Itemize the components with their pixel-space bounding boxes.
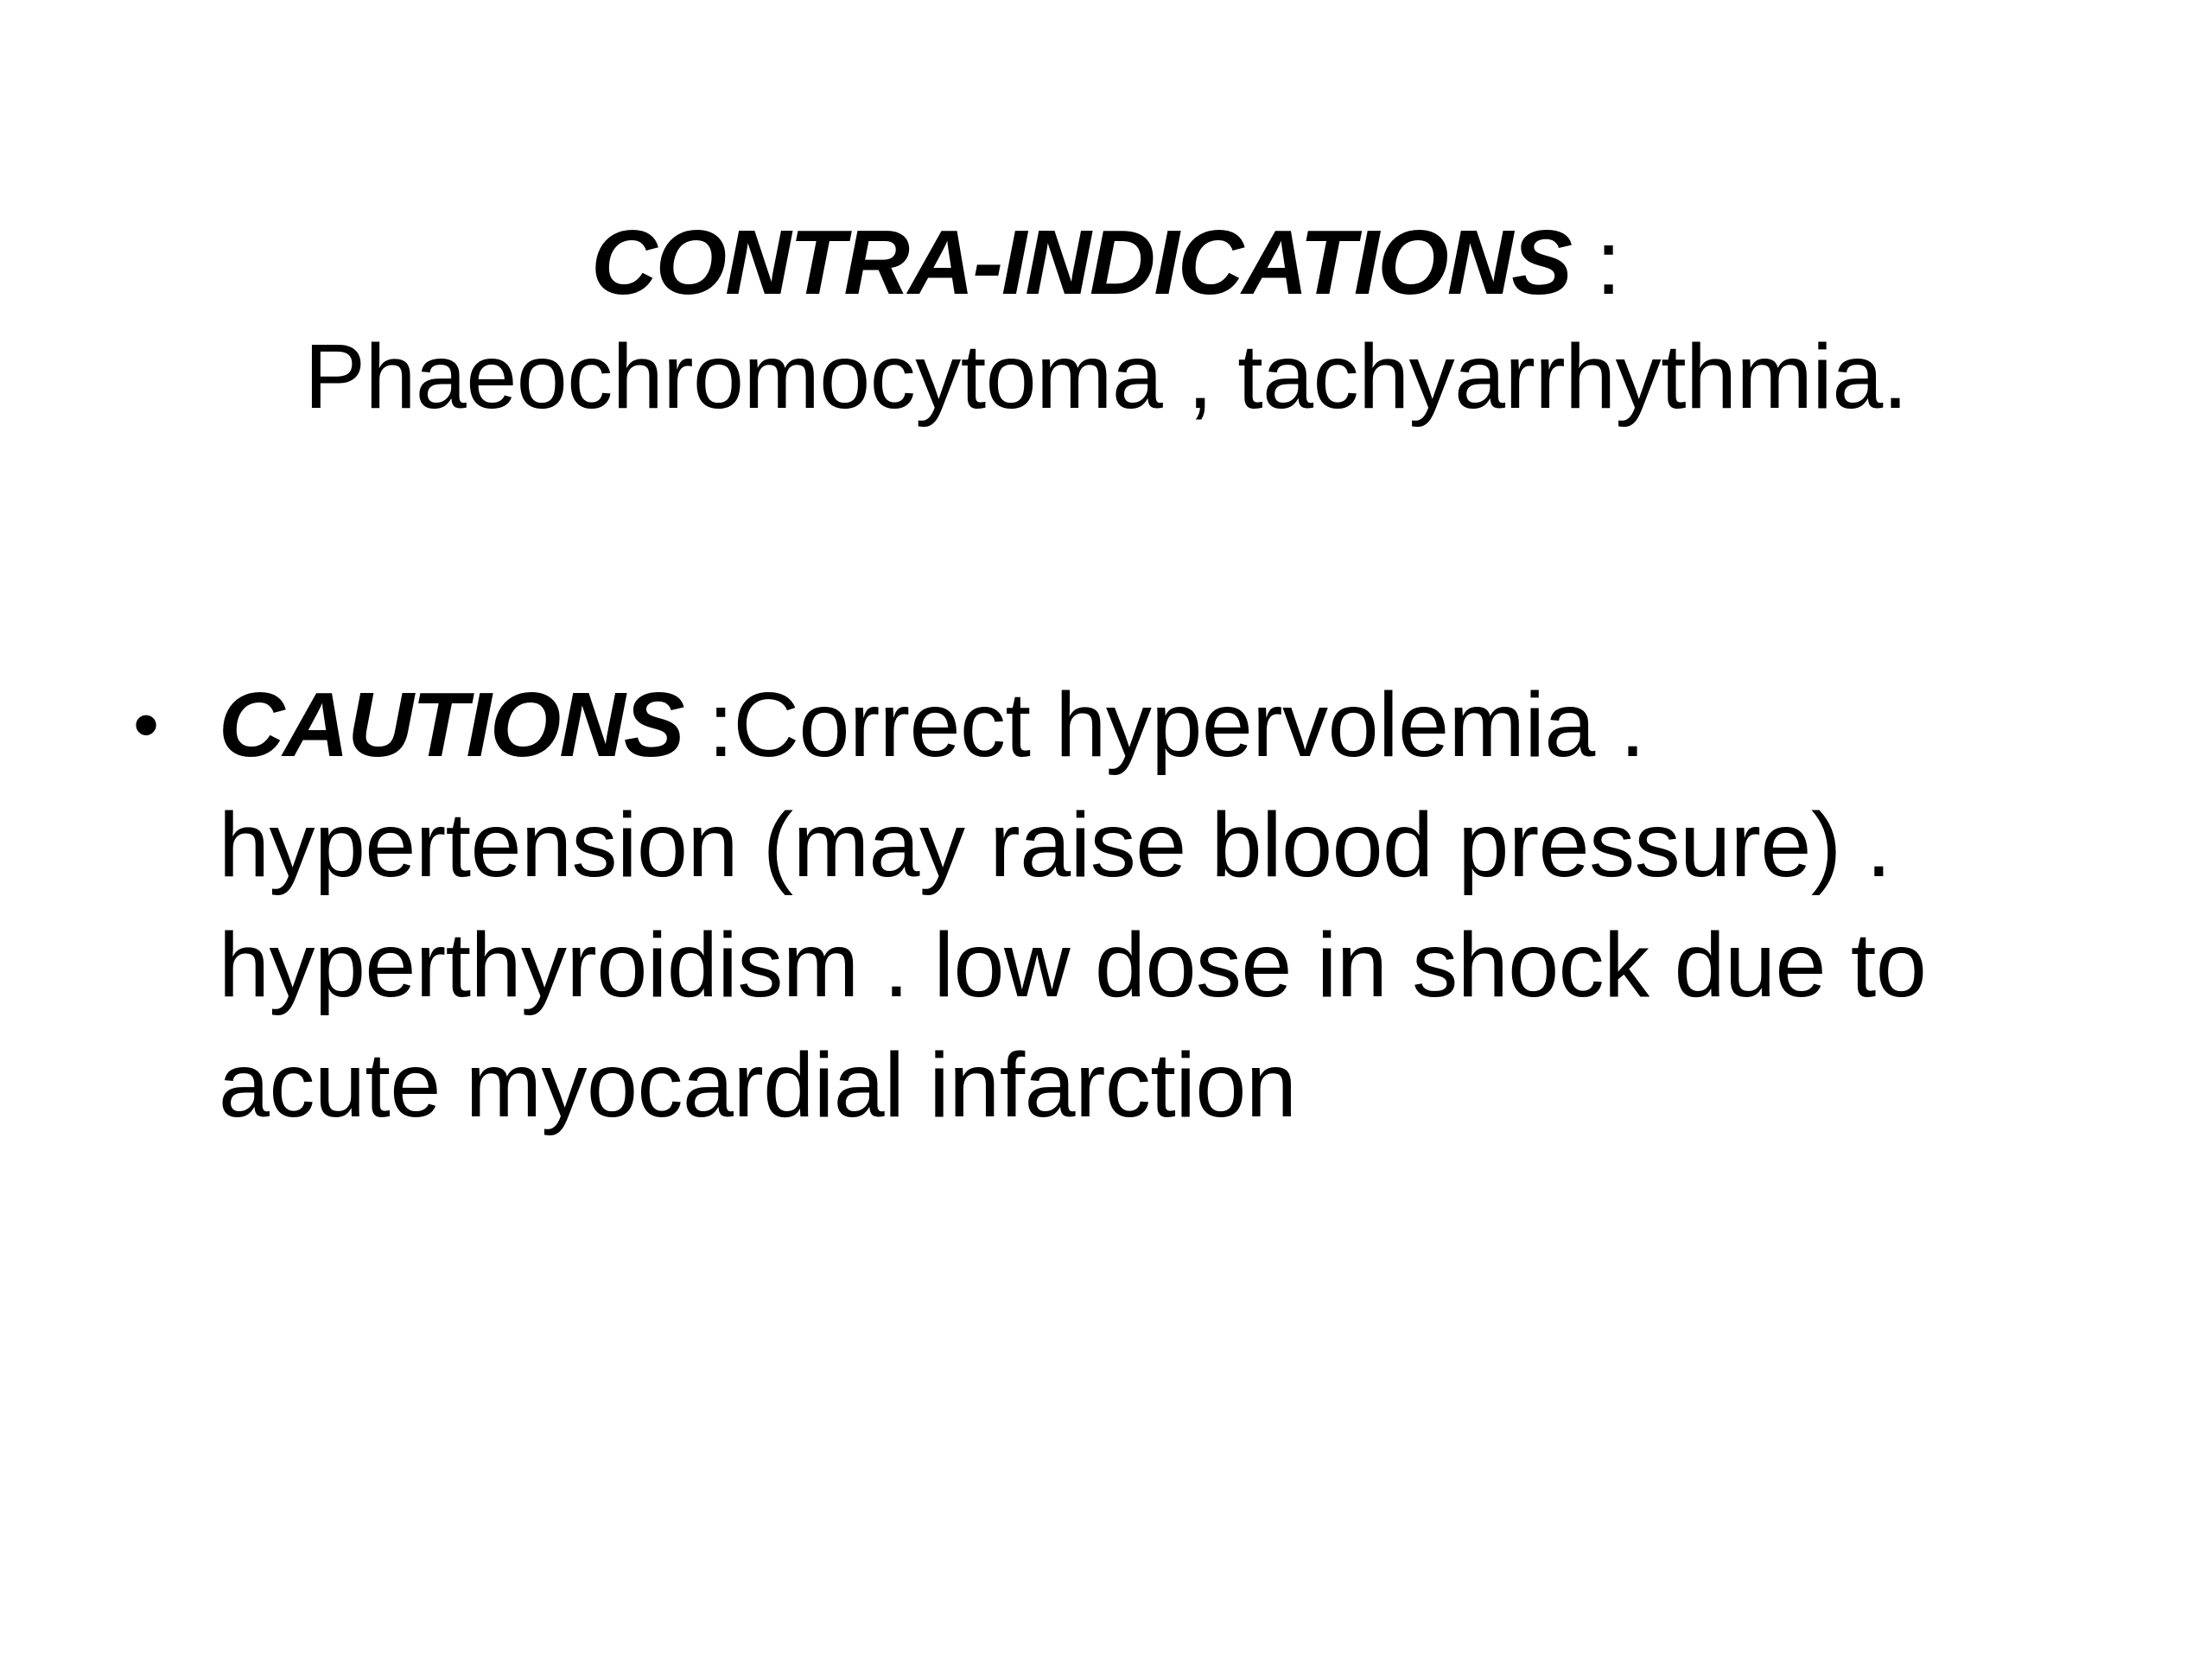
bullet-icon: • xyxy=(133,683,159,766)
contraindications-heading: CONTRA-INDICATIONS xyxy=(591,212,1571,314)
contraindications-list: Phaeochromocytoma , tachyarrhythmia. xyxy=(304,326,1908,428)
cautions-line-3: hyperthyroidism . low dose in shock due to xyxy=(219,914,1927,1016)
cautions-heading: CAUTIONS xyxy=(219,674,683,776)
cautions-line-4: acute myocardial infarction xyxy=(219,1034,1297,1136)
title-line-1 xyxy=(138,206,2074,320)
slide-title xyxy=(138,206,2074,434)
cautions-line-2: hypertension (may raise blood pressure) . xyxy=(219,794,1891,896)
cautions-first-text: :Correct hypervolemia . xyxy=(683,674,1645,776)
cautions-list xyxy=(130,665,2082,1146)
cautions-item xyxy=(130,665,2082,1146)
cautions-line-1 xyxy=(219,665,2082,785)
title-separator: : xyxy=(1570,212,1621,314)
